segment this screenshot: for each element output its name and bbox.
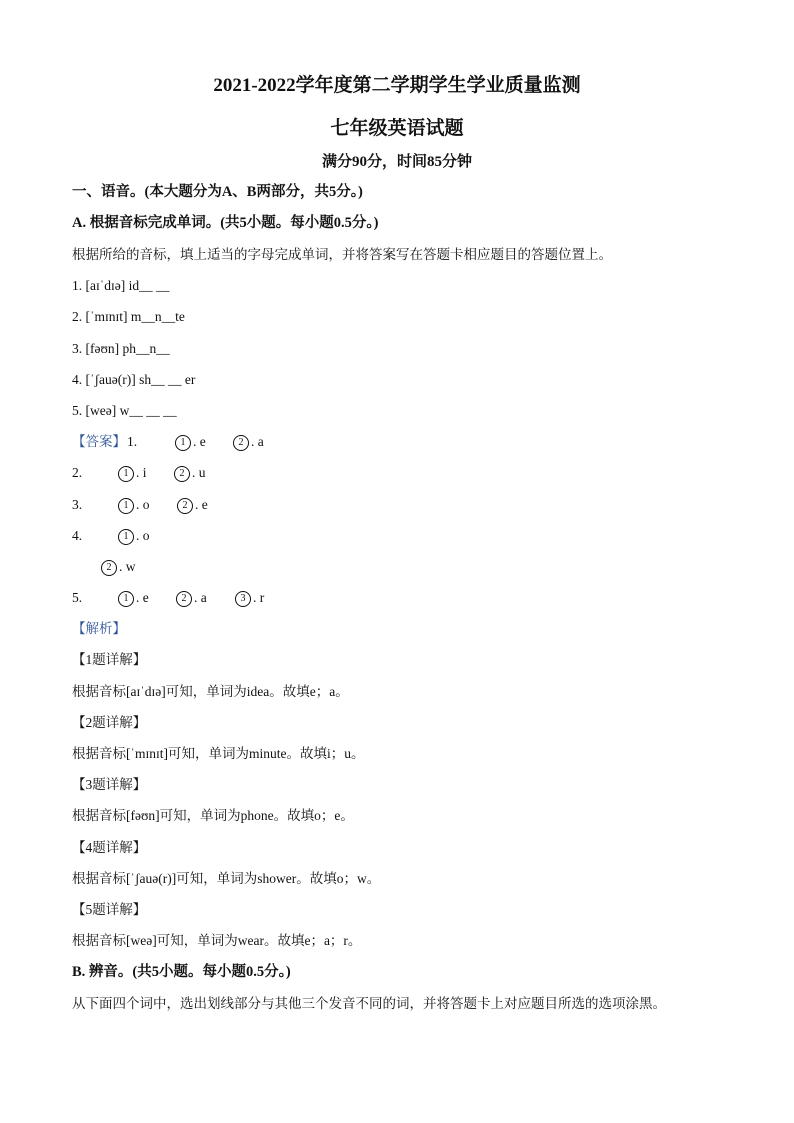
analysis-text-4: 根据音标[ˈʃauə(r)]可知，单词为shower。故填o；w。 — [72, 871, 381, 886]
circled-number: 1 — [118, 466, 134, 482]
partB-instruction: 从下面四个词中，选出划线部分与其他三个发音不同的词，并将答题卡上对应题目所选的选项涂黑。 — [72, 996, 666, 1011]
answer-option: 1 . e — [118, 589, 149, 607]
circled-number: 1 — [175, 435, 191, 451]
circled-number: 1 — [118, 591, 134, 607]
answer-row-1-num: 1. — [127, 434, 138, 449]
circled-number: 2 — [233, 435, 249, 451]
answer-option: 2 . a — [176, 589, 207, 607]
answer-option: 1 . o — [118, 496, 150, 514]
analysis-heading-5: 【5题详解】 — [72, 902, 147, 917]
answer-option: 2 . u — [174, 464, 206, 482]
circled-number: 2 — [101, 560, 117, 576]
analysis-heading-2: 【2题详解】 — [72, 715, 147, 730]
answer-row-2-num: 2. — [72, 465, 83, 480]
circled-number: 2 — [176, 591, 192, 607]
question-3: 3. [fəʊn] ph__n__ — [72, 341, 170, 356]
circled-number: 1 — [118, 498, 134, 514]
circled-number: 2 — [177, 498, 193, 514]
partB-heading: B. 辨音。(共5小题。每小题0.5分。) — [72, 964, 291, 980]
answer-row-5-num: 5. — [72, 590, 83, 605]
partA-heading: A. 根据音标完成单词。(共5小题。每小题0.5分。) — [72, 215, 379, 231]
analysis-text-5: 根据音标[weə]可知，单词为wear。故填e；a；r。 — [72, 933, 362, 948]
question-2: 2. [ˈmɪnɪt] m__n__te — [72, 309, 185, 324]
answer-row-3-num: 3. — [72, 497, 83, 512]
answer-option: 2 . w — [101, 558, 136, 576]
score-info: 满分90分，时间85分钟 — [321, 154, 472, 170]
partA-instruction: 根据所给的音标，填上适当的字母完成单词，并将答案写在答题卡相应题目的答题位置上。 — [72, 247, 612, 262]
answer-row-4-num: 4. — [72, 528, 83, 543]
exam-title: 2021-2022学年度第二学期学生学业质量监测 — [213, 75, 581, 96]
section1-heading: 一、语音。(本大题分为A、B两部分，共5分。) — [72, 184, 363, 200]
question-5: 5. [weə] w__ __ __ — [72, 403, 177, 418]
question-4: 4. [ˈʃauə(r)] sh__ __ er — [72, 372, 196, 387]
circled-number: 3 — [235, 591, 251, 607]
analysis-label: 【解析】 — [72, 621, 126, 636]
answer-option: 2 . e — [177, 496, 208, 514]
analysis-text-2: 根据音标[ˈmɪnɪt]可知，单词为minute。故填i；u。 — [72, 746, 365, 761]
analysis-heading-3: 【3题详解】 — [72, 777, 147, 792]
circled-number: 2 — [174, 466, 190, 482]
analysis-text-1: 根据音标[aɪˈdɪə]可知，单词为idea。故填e；a。 — [72, 684, 349, 699]
answer-option: 2 . a — [233, 433, 264, 451]
analysis-text-3: 根据音标[fəʊn]可知，单词为phone。故填o；e。 — [72, 808, 354, 823]
answer-option: 1 . i — [118, 464, 147, 482]
answer-option: 1 . o — [118, 527, 150, 545]
answer-option: 3 . r — [235, 589, 264, 607]
analysis-heading-1: 【1题详解】 — [72, 652, 147, 667]
analysis-heading-4: 【4题详解】 — [72, 840, 147, 855]
answer-label: 【答案】 — [72, 434, 126, 449]
exam-subtitle: 七年级英语试题 — [330, 118, 464, 139]
circled-number: 1 — [118, 529, 134, 545]
question-1: 1. [aɪˈdɪə] id__ __ — [72, 278, 170, 293]
answer-option: 1 . e — [175, 433, 206, 451]
